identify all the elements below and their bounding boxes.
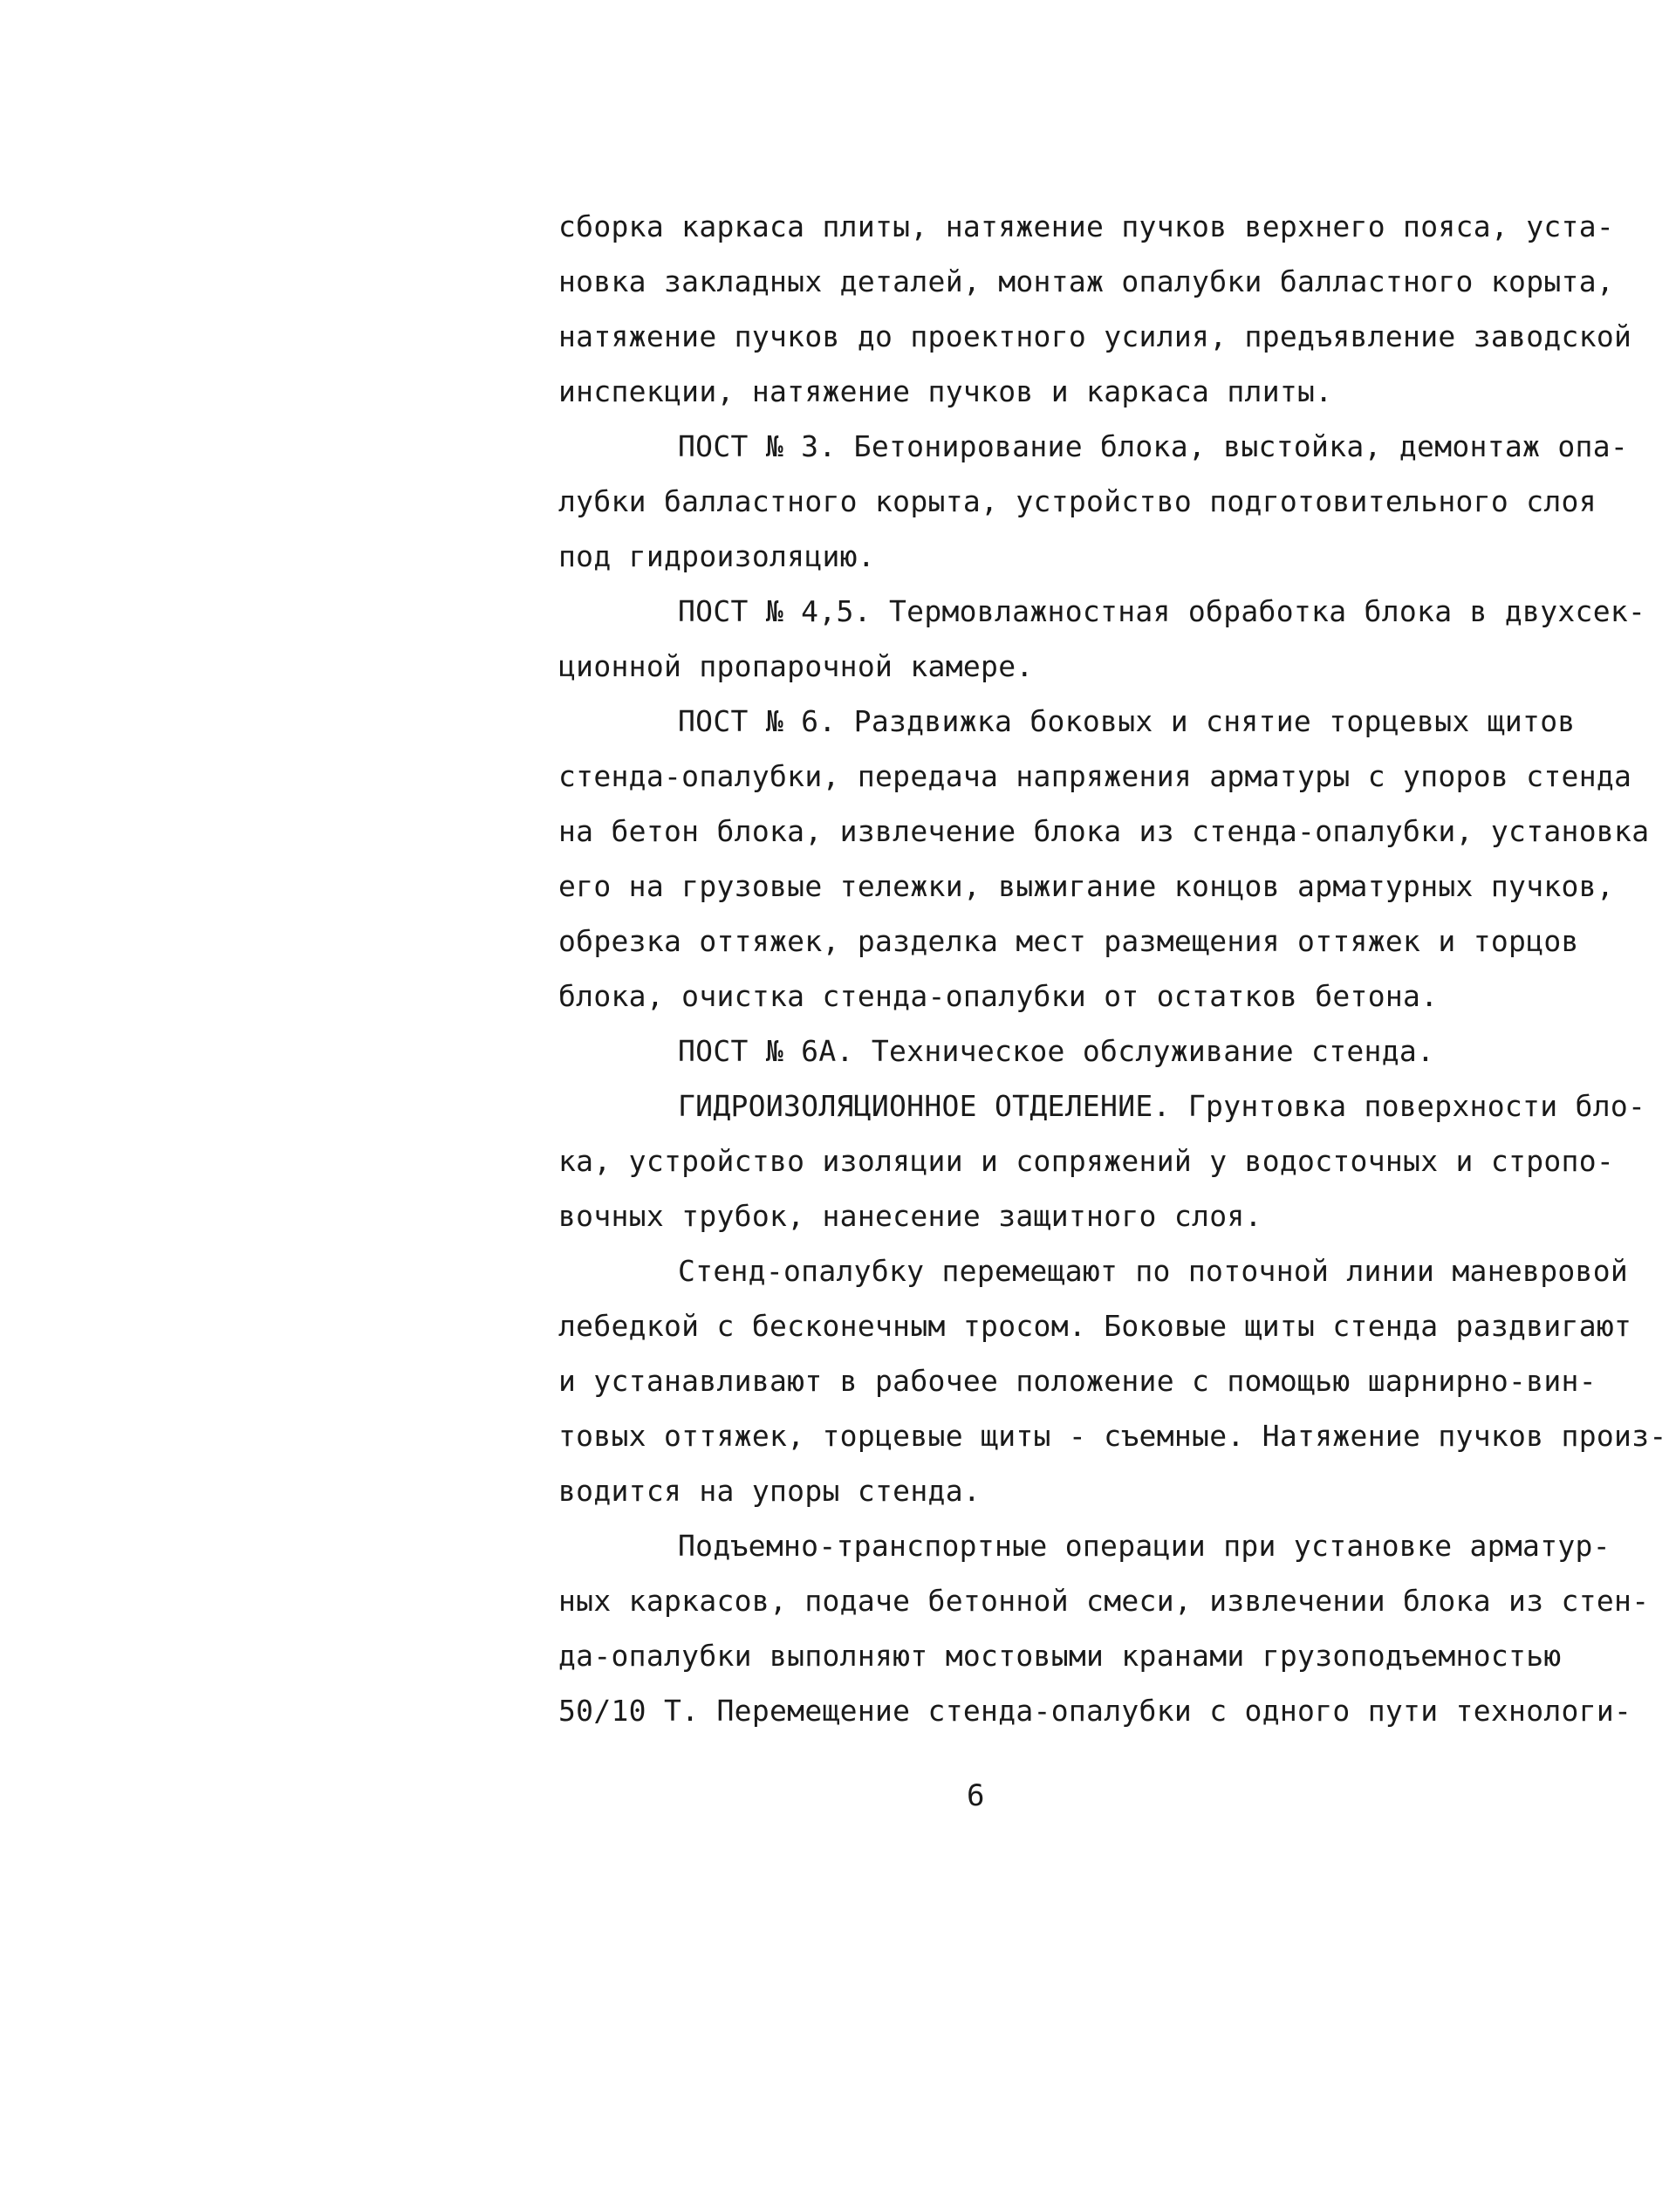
paragraph-line: на бетон блока, извлечение блока из стенда-опалубки, установка — [558, 814, 1650, 848]
paragraph-line: товых оттяжек, торцевые щиты - съемные. Натяжение пучков произ- — [558, 1419, 1667, 1453]
page-number: 6 — [967, 1778, 985, 1813]
paragraph-line: водится на упоры стенда. — [558, 1474, 982, 1508]
paragraph-line: ПОСТ № 6А. Техническое обслуживание стенда. — [678, 1034, 1435, 1068]
paragraph-line: сборка каркаса плиты, натяжение пучков верхнего пояса, уста- — [558, 209, 1615, 243]
paragraph-line: под гидроизоляцию. — [558, 539, 876, 573]
paragraph-line: ГИДРОИЗОЛЯЦИОННОЕ ОТДЕЛЕНИЕ. Грунтовка поверхности бло- — [678, 1089, 1646, 1123]
paragraph-line: обрезка оттяжек, разделка мест размещения оттяжек и торцов — [558, 924, 1579, 958]
paragraph-line: лебедкой с бесконечным тросом. Боковые щиты стенда раздвигают — [558, 1309, 1632, 1343]
paragraph-line: Подъемно-транспортные операции при установке арматур- — [678, 1529, 1611, 1563]
paragraph-line: ных каркасов, подаче бетонной смеси, извлечении блока из стен- — [558, 1584, 1650, 1618]
paragraph-line: Стенд-опалубку перемещают по поточной линии маневровой — [678, 1254, 1629, 1288]
paragraph-line: ПОСТ № 4,5. Термовлажностная обработка блока в двухсек- — [678, 594, 1646, 628]
body-text — [558, 199, 1667, 1738]
paragraph-line: инспекции, натяжение пучков и каркаса плиты. — [558, 374, 1333, 408]
paragraph-line: лубки балластного корыта, устройство подготовительного слоя — [558, 484, 1597, 518]
paragraph-line: его на грузовые тележки, выжигание концов арматурных пучков, — [558, 869, 1615, 903]
paragraph-line: да-опалубки выполняют мостовыми кранами грузоподъемностью — [558, 1639, 1562, 1673]
paragraph-line: 50/10 Т. Перемещение стенда-опалубки с одного пути технологи- — [558, 1694, 1632, 1728]
paragraph-line: ПОСТ № 3. Бетонирование блока, выстойка, демонтаж опа- — [678, 429, 1629, 463]
paragraph-line: и устанавливают в рабочее положение с помощью шарнирно-вин- — [558, 1364, 1597, 1398]
paragraph-line: ка, устройство изоляции и сопряжений у водосточных и стропо- — [558, 1144, 1615, 1178]
paragraph-line: натяжение пучков до проектного усилия, предъявление заводской — [558, 319, 1632, 353]
paragraph-line: новка закладных деталей, монтаж опалубки балластного корыта, — [558, 264, 1615, 298]
paragraph-line: блока, очистка стенда-опалубки от остатков бетона. — [558, 979, 1439, 1013]
paragraph-line: ПОСТ № 6. Раздвижка боковых и снятие торцевых щитов — [678, 704, 1576, 738]
paragraph-line: стенда-опалубки, передача напряжения арматуры с упоров стенда — [558, 759, 1632, 793]
paragraph-line: ционной пропарочной камере. — [558, 649, 1034, 683]
paragraph-line: вочных трубок, нанесение защитного слоя. — [558, 1199, 1262, 1233]
